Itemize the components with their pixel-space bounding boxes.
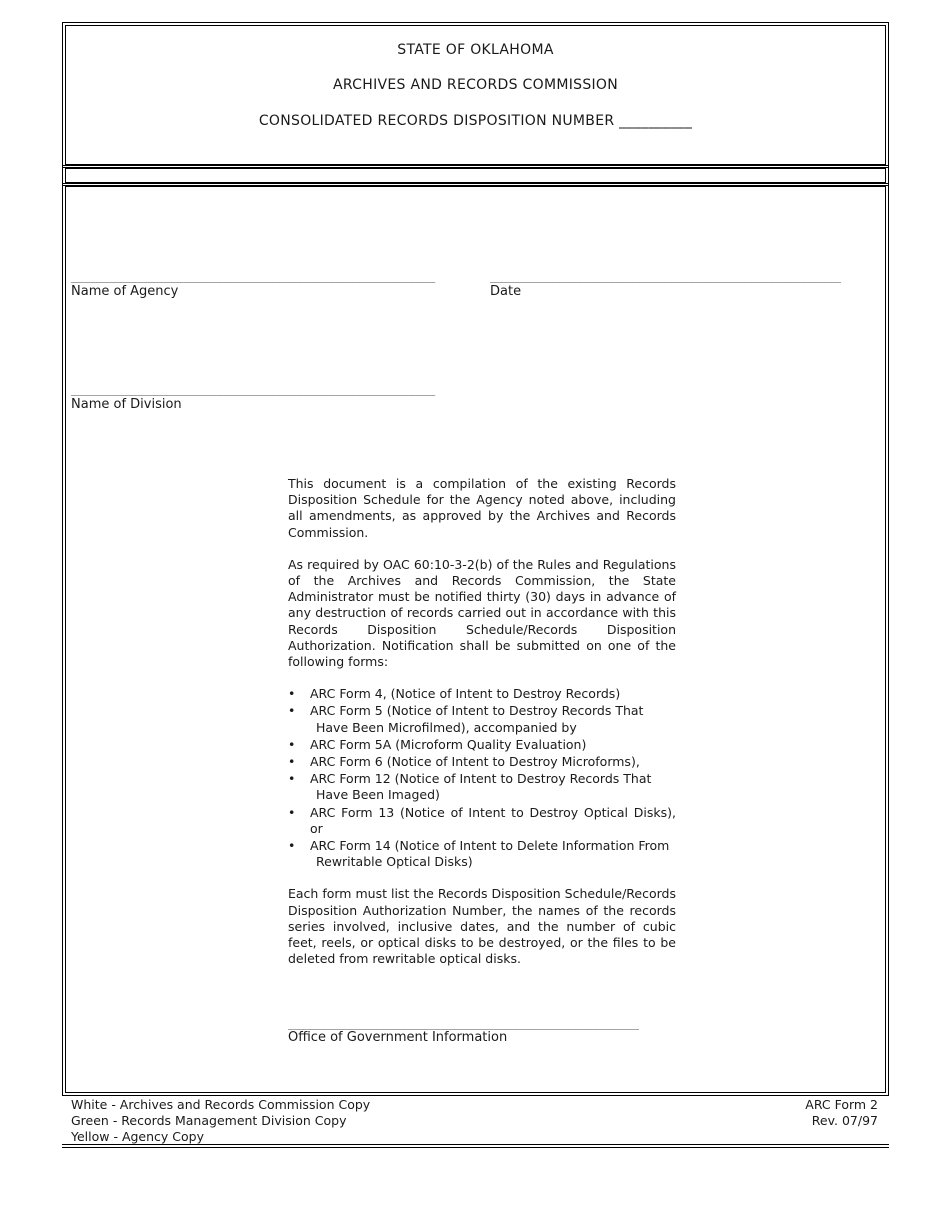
header-box [62, 22, 889, 168]
bottom-rule-double [62, 1147, 889, 1148]
revision-date: Rev. 07/97 [811, 1113, 878, 1128]
division-underline[interactable]: _______________________________________________________ [71, 383, 436, 396]
state-title: STATE OF OKLAHOMA [397, 42, 554, 58]
form-list-text: ARC Form 4, (Notice of Intent to Destroy Records) [310, 686, 621, 702]
instructions-text [288, 476, 676, 983]
form-list-item [288, 754, 676, 770]
form-list-text: ARC Form 14 (Notice of Intent to Delete Information From [310, 838, 670, 854]
date-label: Date [490, 284, 522, 299]
forms-list [288, 686, 676, 870]
form-list-text: ARC Form 12 (Notice of Intent to Destroy Records That [310, 771, 652, 787]
bullet-icon: • [288, 736, 296, 752]
form-list-item [288, 737, 676, 753]
bottom-rule [62, 1144, 889, 1145]
form-id: ARC Form 2 [805, 1097, 878, 1112]
form-list-item [288, 805, 676, 837]
form-list-text: ARC Form 5 (Notice of Intent to Destroy Records That [310, 703, 644, 719]
form-list-item [288, 838, 676, 870]
bullet-icon: • [288, 838, 296, 854]
bullet-icon: • [288, 804, 296, 820]
signature-underline[interactable]: _____________________________________________________ [288, 1017, 639, 1030]
commission-title: ARCHIVES AND RECORDS COMMISSION [332, 77, 619, 93]
division-label: Name of Division [71, 397, 182, 412]
bullet-icon: • [288, 686, 296, 702]
compilation-paragraph: This document is a compilation of the existing Records Disposition Schedule for the Agency noted above, including all amendments, as approved by the Archives and Records Commission. [288, 476, 676, 540]
form-requirements-paragraph: Each form must list the Records Disposition Schedule/Records Disposition Authorization Number, the names of the records series involved, inclusive dates, and the number of cubic feet, reels, or optical disks to be destroyed, or the files to be deleted from rewritable optical disks. [288, 886, 676, 967]
agency-underline[interactable]: _______________________________________________________ [71, 270, 436, 283]
form-list-item [288, 703, 676, 735]
bullet-icon: • [288, 703, 296, 719]
form-list-continuation: Rewritable Optical Disks) [316, 854, 473, 870]
disposition-number-line[interactable]: CONSOLIDATED RECORDS DISPOSITION NUMBER __________ [258, 113, 693, 129]
office-label: Office of Government Information [288, 1030, 508, 1045]
form-list-continuation: Have Been Imaged) [316, 787, 440, 803]
copy-yellow: Yellow - Agency Copy [71, 1129, 204, 1144]
bullet-icon: • [288, 754, 296, 770]
form-list-text: ARC Form 13 (Notice of Intent to Destroy Optical Disks), or [310, 804, 676, 836]
form-list-text: ARC Form 6 (Notice of Intent to Destroy Microforms), [310, 754, 640, 770]
form-list-text: ARC Form 5A (Microform Quality Evaluation) [310, 736, 587, 752]
date-underline[interactable]: _____________________________________________________ [490, 270, 841, 283]
form-list-continuation: Have Been Microfilmed), accompanied by [316, 719, 577, 735]
copy-green: Green - Records Management Division Copy [71, 1113, 347, 1128]
agency-label: Name of Agency [71, 284, 179, 299]
bullet-icon: • [288, 771, 296, 787]
form-list-item [288, 686, 676, 702]
copy-white: White - Archives and Records Commission Copy [71, 1097, 371, 1112]
notification-paragraph: As required by OAC 60:10-3-2(b) of the Rules and Regulations of the Archives and Records Commission, the State Administrator must be notified thirty (30) days in advance of any destruction of records carried out in accordance with this Records Disposition Schedule/Records Disposition Authorization. Notification shall be submitted on one of the following forms: [288, 556, 676, 670]
form-list-item [288, 771, 676, 803]
